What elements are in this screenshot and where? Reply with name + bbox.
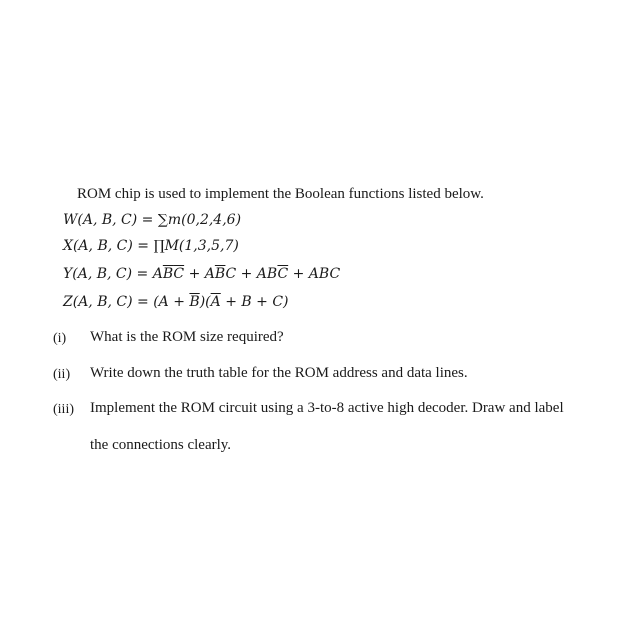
intro-text: ROM chip is used to implement the Boolean functions listed below. <box>77 186 484 202</box>
z-a-bar: $\overline{A}$ <box>210 294 221 310</box>
z-mid: )( <box>199 294 211 310</box>
y-term-bar: $\overline{B}$ <box>214 266 226 282</box>
y-term: + ABC <box>288 266 341 282</box>
z-end: + B + C) <box>220 294 289 310</box>
y-term: A <box>152 266 163 282</box>
equation-w <box>63 212 241 228</box>
y-term-bar: $\overline{C}$ <box>173 266 185 282</box>
z-b-bar: $\overline{B}$ <box>189 294 200 310</box>
y-term: + A <box>184 266 215 282</box>
equation-y-lhs: Y(A, B, C) = <box>63 266 153 282</box>
question-number: (i) <box>53 331 67 346</box>
question-text-continued: the connections clearly. <box>90 437 232 453</box>
equation-w-rhs: m(0,2,4,6) <box>167 212 242 228</box>
question-text: Implement the ROM circuit using a 3-to-8 active high decoder. Draw and label <box>90 400 564 416</box>
question-number: (iii) <box>53 402 74 417</box>
y-term: + AB <box>236 266 278 282</box>
sigma-symbol: ∑ <box>157 212 168 228</box>
equation-y <box>63 266 340 282</box>
y-term-bar: $\overline{C}$ <box>277 266 289 282</box>
question-text: What is the ROM size required? <box>90 329 284 345</box>
equation-x-rhs: M(1,3,5,7) <box>164 238 239 254</box>
y-term: C <box>225 266 237 282</box>
pi-symbol: ∏ <box>153 238 165 254</box>
equation-w-lhs: W(A, B, C) = <box>63 212 158 228</box>
equation-z-lhs: Z(A, B, C) = (A + <box>63 294 190 310</box>
question-text: Write down the truth table for the ROM address and data lines. <box>90 365 468 381</box>
question-number: (ii) <box>53 367 71 382</box>
equation-x <box>63 238 239 254</box>
equation-x-lhs: X(A, B, C) = <box>63 238 154 254</box>
y-term-bar: $\overline{B}$ <box>162 266 174 282</box>
equation-z <box>63 294 289 310</box>
